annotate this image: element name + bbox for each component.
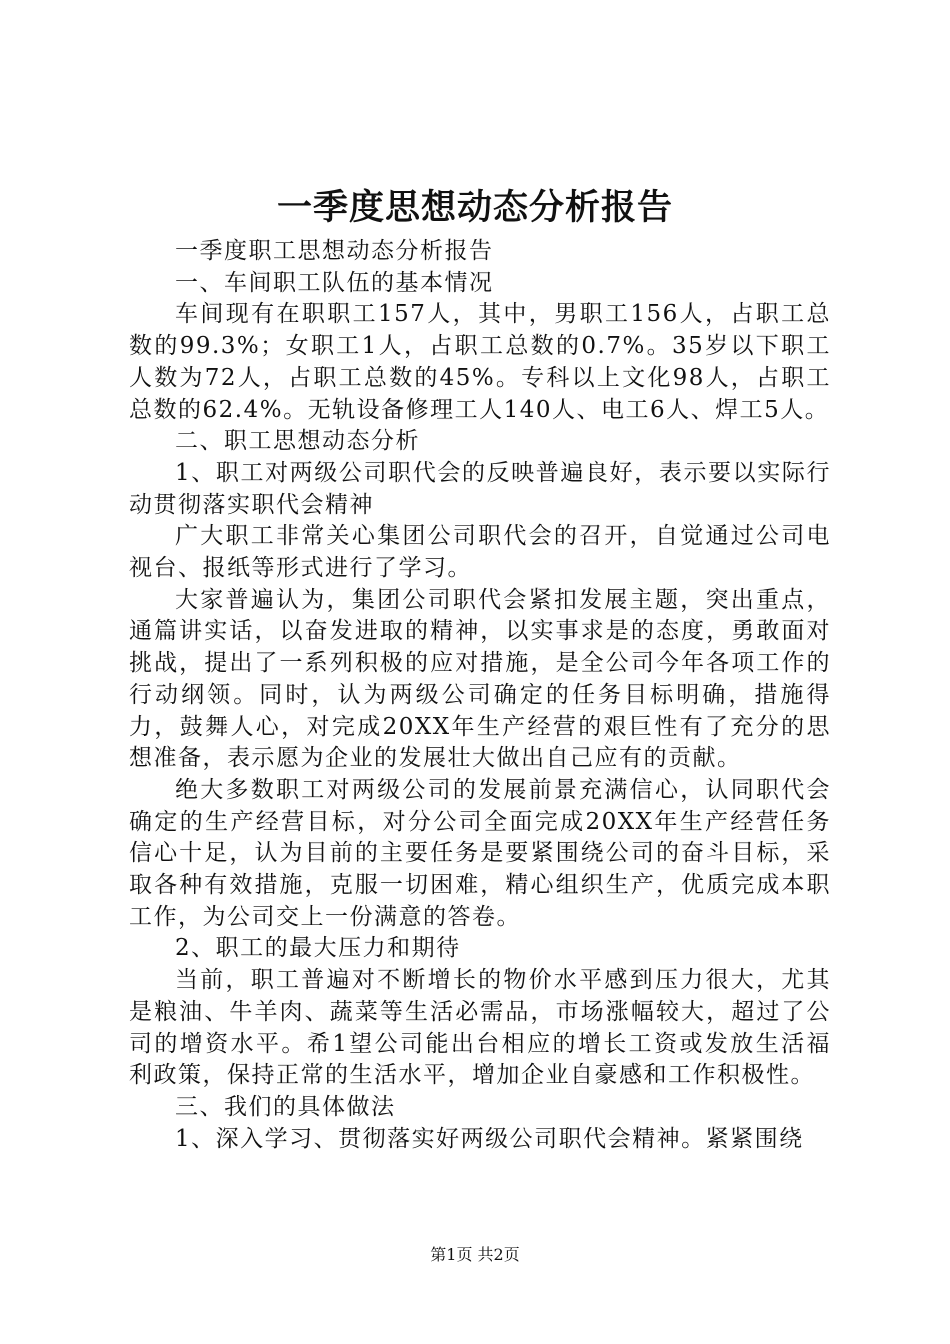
paragraph: 大家普遍认为，集团公司职代会紧扣发展主题，突出重点，通篇讲实话，以奋发进取的精神，以实事求是的态度，勇敢面对挑战，提出了一系列积极的应对措施，是全公司今年各项工作的行动纲领。同时，认为两级公司确定的任务目标明确，措施得力，鼓舞人心，对完成20XX年生产经营的艰巨性有了充分的思想准备，表示愿为企业的发展壮大做出自己应有的贡献。 <box>129 586 831 772</box>
section-heading-2: 二、职工思想动态分析 <box>175 428 420 455</box>
page-footer: 第1页 共2页 <box>430 1245 520 1264</box>
document-title: 一季度思想动态分析报告 <box>276 187 673 228</box>
section-heading-3: 三、我们的具体做法 <box>175 1093 396 1120</box>
paragraph: 广大职工非常关心集团公司职代会的召开，自觉通过公司电视台、报纸等形式进行了学习。 <box>129 523 831 582</box>
paragraph: 绝大多数职工对两级公司的发展前景充满信心，认同职代会确定的生产经营目标，对分公司全面完成20XX年生产经营任务信心十足，认为目前的主要任务是要紧围绕公司的奋斗目标，采取各种有效措施，克服一切困难，精心组织生产，优质完成本职工作，为公司交上一份满意的答卷。 <box>129 776 831 930</box>
subsection-heading-2: 2、职工的最大压力和期待 <box>175 935 461 962</box>
paragraph: 车间现有在职职工157人，其中，男职工156人，占职工总数的99.3%；女职工1人，占职工总数的0.7%。35岁以下职工人数为72人，占职工总数的45%。专科以上文化98人，占职工总数的62.4%。无轨设备修理工人140人、电工6人、焊工5人。 <box>129 301 831 423</box>
paragraph: 当前，职工普遍对不断增长的物价水平感到压力很大，尤其是粮油、牛羊肉、蔬菜等生活必需品，市场涨幅较大，超过了公司的增资水平。希1望公司能出台相应的增长工资或发放生活福利政策，保持正常的生活水平，增加企业自豪感和工作积极性。 <box>129 967 831 1089</box>
paragraph: 1、深入学习、贯彻落实好两级公司职代会精神。紧紧围绕 <box>175 1125 804 1152</box>
section-heading-1: 一、车间职工队伍的基本情况 <box>175 269 494 296</box>
paragraph-subtitle: 一季度职工思想动态分析报告 <box>175 238 494 264</box>
subsection-heading-1: 1、职工对两级公司职代会的反映普遍良好，表示要以实际行动贯彻落实职代会精神 <box>129 459 831 518</box>
document-body <box>129 236 831 1155</box>
